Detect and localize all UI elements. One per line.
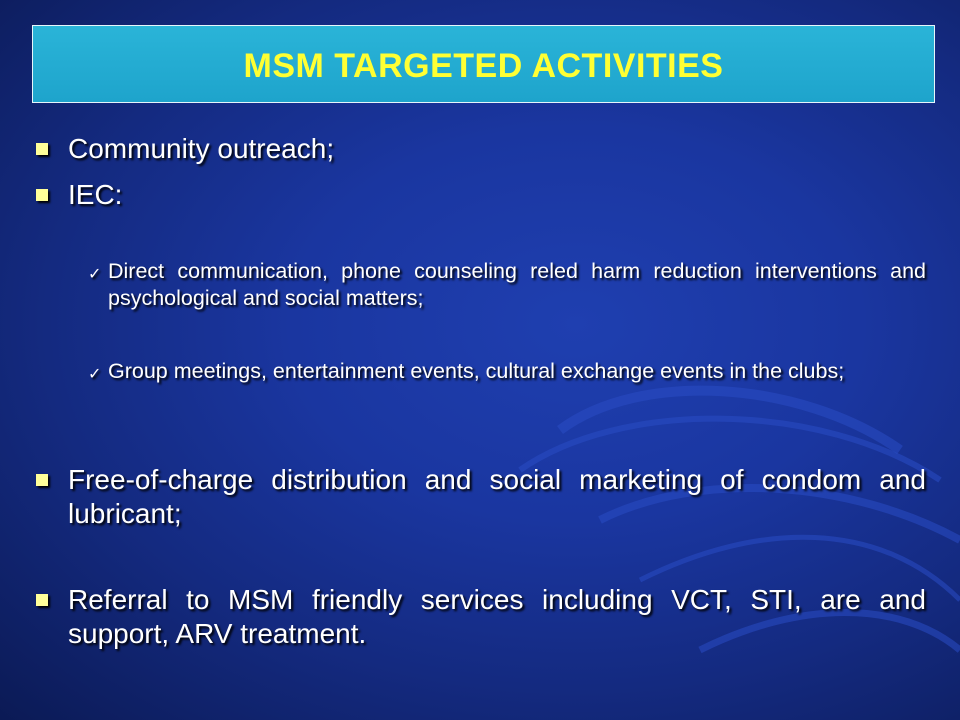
square-bullet-icon: [36, 474, 48, 486]
bullet-text: Free-of-charge distribution and social marketing of condom and lubricant;: [68, 464, 926, 529]
bullet-item: [36, 132, 926, 166]
sub-bullet-item: [88, 258, 926, 312]
bullet-item: [36, 463, 926, 531]
sub-bullet-text: Group meetings, entertainment events, cultural exchange events in the clubs;: [108, 359, 845, 383]
bullet-text: Referral to MSM friendly services including VCT, STI, are and support, ARV treatment.: [68, 584, 926, 649]
square-bullet-icon: [36, 143, 48, 155]
bullet-text: Community outreach;: [68, 133, 335, 164]
slide-title: MSM TARGETED ACTIVITIES: [243, 46, 724, 85]
bullet-text: IEC:: [68, 179, 123, 210]
square-bullet-icon: [36, 189, 48, 201]
bullet-item: [36, 583, 926, 651]
sub-bullet-item: [88, 358, 926, 385]
square-bullet-icon: [36, 594, 48, 606]
bullet-item: [36, 178, 926, 212]
checkmark-icon: ✓: [88, 264, 102, 283]
checkmark-icon: ✓: [88, 364, 102, 383]
title-box: [32, 25, 935, 103]
sub-bullet-text: Direct communication, phone counseling reled harm reduction interventions and psychological and social matters;: [108, 259, 926, 310]
